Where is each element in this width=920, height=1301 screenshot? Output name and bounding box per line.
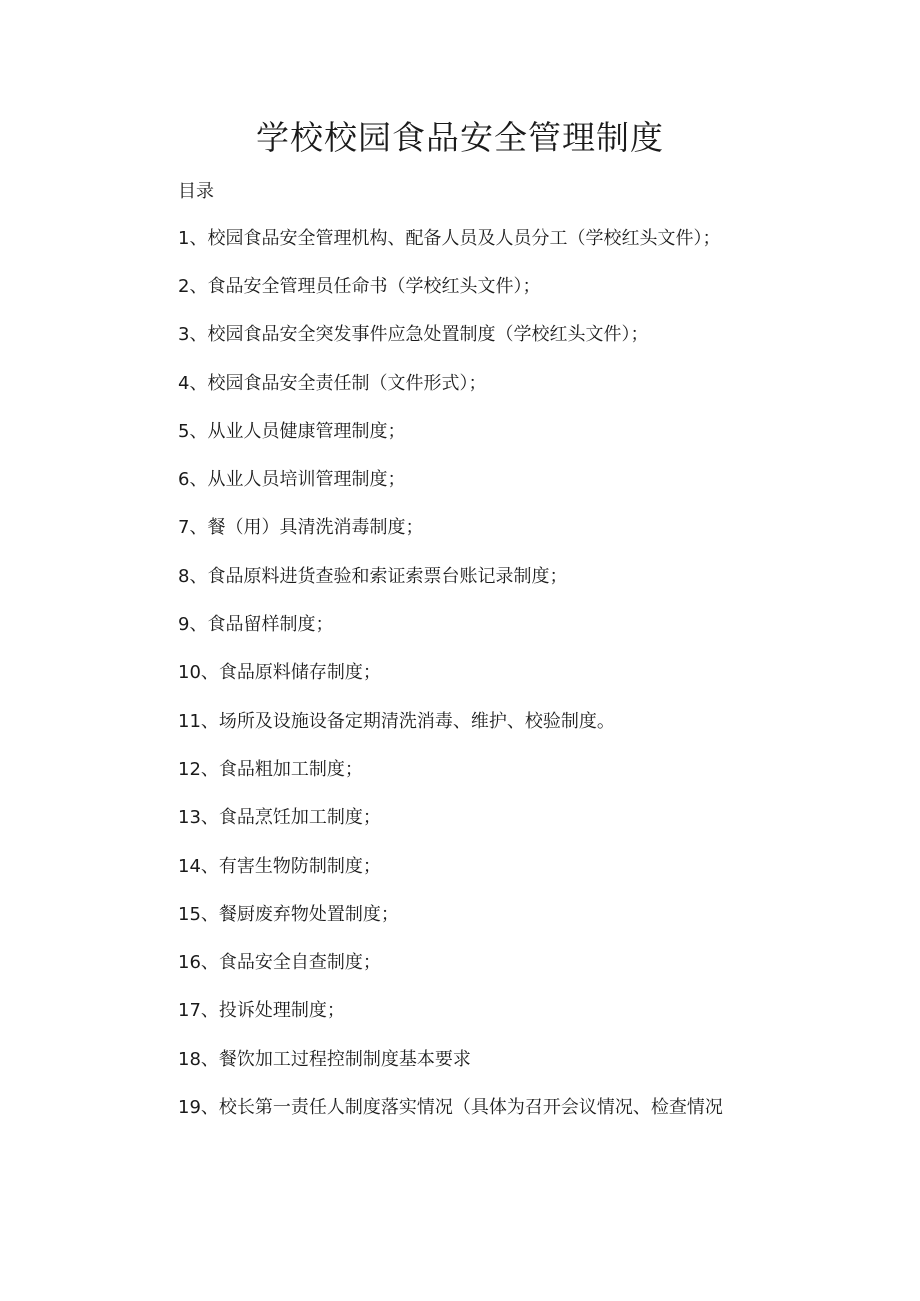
toc-item: 2、食品安全管理员任命书（学校红头文件）； <box>178 276 541 297</box>
toc-item: 19、校长第一责任人制度落实情况（具体为召开会议情况、检查情况 <box>178 1097 723 1119</box>
toc-item: 13、食品烹饪加工制度； <box>178 807 381 829</box>
toc-item: 11、场所及设施设备定期清洗消毒、维护、校验制度。 <box>178 710 615 732</box>
toc-item: 6、从业人员培训管理制度； <box>178 469 406 491</box>
toc-item: 7、餐（用）具清洗消毒制度； <box>178 517 424 539</box>
toc-item: 4、校园食品安全责任制（文件形式）； <box>178 372 487 394</box>
toc-item: 17、投诉处理制度； <box>178 1000 345 1022</box>
toc-item: 14、有害生物防制制度； <box>178 855 381 877</box>
toc-item: 10、食品原料储存制度； <box>178 662 381 684</box>
toc-item: 8、食品原料进货查验和索证索票台账记录制度； <box>178 565 568 587</box>
document-title: 学校校园食品安全管理制度 <box>256 118 664 157</box>
toc-item: 3、校园食品安全突发事件应急处置制度（学校红头文件）； <box>178 324 649 346</box>
toc-item: 1、校园食品安全管理机构、配备人员及人员分工（学校红头文件）； <box>178 228 721 249</box>
toc-heading: 目录 <box>178 181 214 202</box>
toc-item: 9、食品留样制度； <box>178 614 334 636</box>
toc-item: 18、餐饮加工过程控制制度基本要求 <box>178 1048 471 1070</box>
toc-list <box>135 225 785 1142</box>
toc-item: 5、从业人员健康管理制度； <box>178 420 406 442</box>
toc-item: 15、餐厨废弃物处置制度； <box>178 903 399 925</box>
toc-item: 12、食品粗加工制度； <box>178 758 363 780</box>
toc-item: 16、食品安全自查制度； <box>178 952 381 974</box>
